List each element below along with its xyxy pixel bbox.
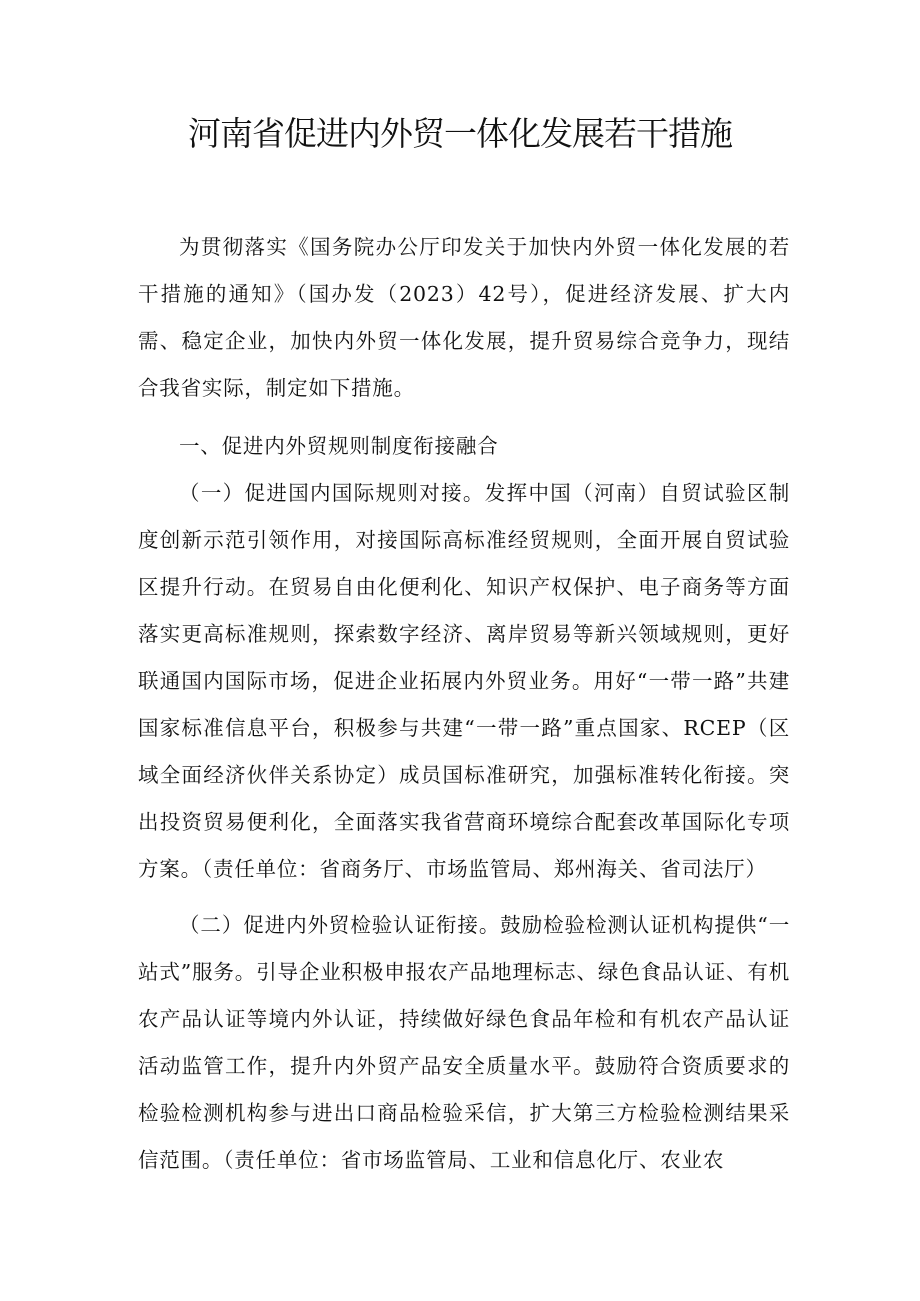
measure-paragraph-1: （一）促进国内国际规则对接。发挥中国（河南）自贸试验区制度创新示范引领作用，对接国际高标准经贸规则，全面开展自贸试验区提升行动。在贸易自由化便利化、知识产权保护、电子商务等方面落实更高标准规则，探索数字经济、离岸贸易等新兴领域规则，更好联通国内国际市场，促进企业拓展内外贸业务。用好“一带一路”共建国家标准信息平台，积极参与共建“一带一路”重点国家、RCEP（区域全面经济伙伴关系协定）成员国标准研究，加强标准转化衔接。突出投资贸易便利化，全面落实我省营商环境综合配套改革国际化专项方案。（责任单位：省商务厅、市场监管局、郑州海关、省司法厅） [138, 481, 790, 881]
measure-paragraph-2: （二）促进内外贸检验认证衔接。鼓励检验检测认证机构提供“一站式”服务。引导企业积极申报农产品地理标志、绿色食品认证、有机农产品认证等境内外认证，持续做好绿色食品年检和有机农产品认证活动监管工作，提升内外贸产品安全质量水平。鼓励符合资质要求的检验检测机构参与进出口商品检验采信，扩大第三方检验检测结果采信范围。（责任单位：省市场监管局、工业和信息化厅、农业农 [138, 913, 790, 1172]
document-title: 河南省促进内外贸一体化发展若干措施 [188, 114, 732, 153]
section-heading: 一、促进内外贸规则制度衔接融合 [179, 434, 499, 458]
intro-paragraph: 为贯彻落实《国务院办公厅印发关于加快内外贸一体化发展的若干措施的通知》（国办发（2023）42号），促进经济发展、扩大内需、稳定企业，加快内外贸一体化发展，提升贸易综合竞争力，现结合我省实际，制定如下措施。 [138, 235, 790, 400]
